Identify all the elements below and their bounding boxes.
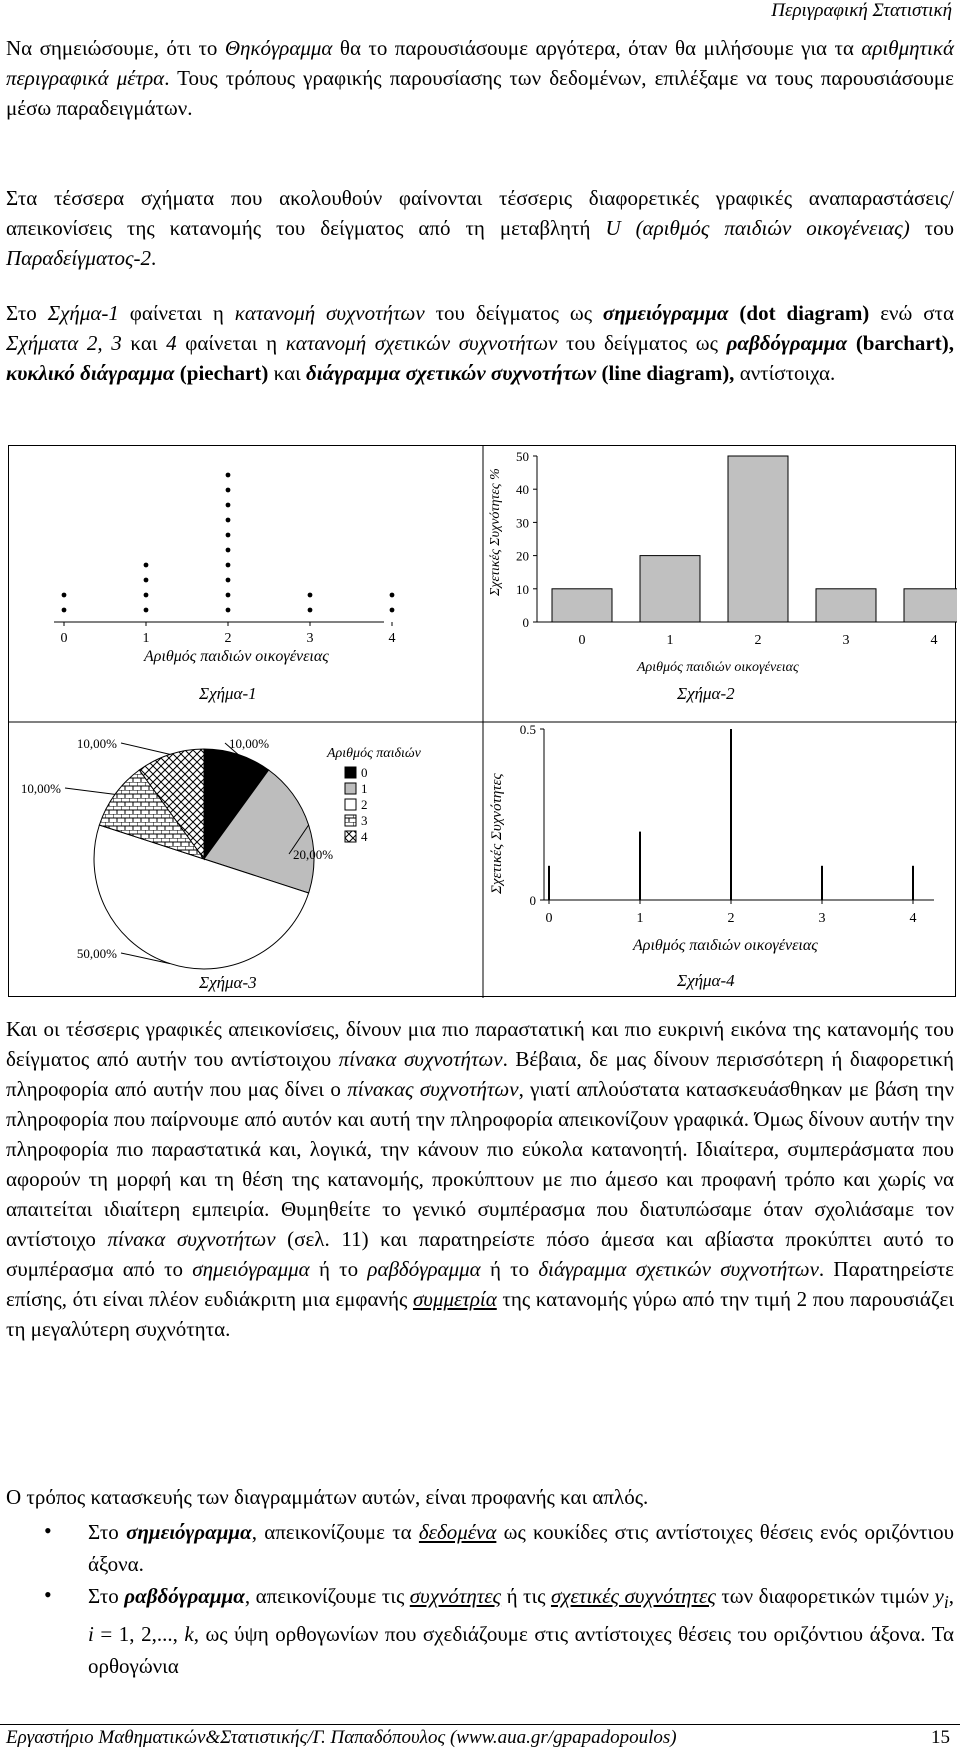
text: πίνακας συχνοτήτων <box>347 1077 519 1101</box>
text: Σχήματα 2, 3 <box>6 331 122 355</box>
dot-diagram-tick-label: 4 <box>388 631 396 646</box>
text: του δείγματος ως <box>424 301 603 325</box>
text: φαίνεται η <box>176 331 286 355</box>
dot-diagram-tick-label: 3 <box>306 631 314 646</box>
data-dot <box>226 518 231 523</box>
bar-chart-xlabel: Αριθμός παιδιών οικογένειας <box>637 660 799 675</box>
legend-swatch <box>345 799 356 810</box>
text: σημειόγραμμα <box>126 1520 252 1544</box>
figures-svg <box>9 446 957 998</box>
legend-label: 2 <box>361 797 368 812</box>
text: και <box>268 361 306 385</box>
line-diagram-ylabel: Σχετικές Συχνότητες <box>489 773 505 894</box>
data-dot <box>390 593 395 598</box>
text: του δείγματος ως <box>557 331 727 355</box>
text: πίνακα συχνοτήτων <box>338 1047 503 1071</box>
text: συχνότητες <box>409 1584 502 1608</box>
paragraph-figures-intro <box>6 183 954 273</box>
legend-swatch <box>345 831 356 842</box>
bar-chart-y-tick-label: 30 <box>516 515 529 531</box>
pie-slice-label: 50,00% <box>76 946 117 961</box>
text: Στο <box>88 1520 127 1544</box>
pie-slice-label: 10,00% <box>20 781 61 796</box>
bullet-icon: • <box>44 1518 52 1543</box>
data-dot <box>308 593 313 598</box>
text: Να σημειώσουμε, ότι το <box>6 36 225 60</box>
list-item <box>6 1580 954 1682</box>
text: , ως ύψη ορθογωνίων που σχεδιάζουμε στις αντίστοιχες θέσεις του οριζόντιου άξονα. Τα ορθογώνια <box>88 1622 954 1679</box>
data-dot <box>308 608 313 613</box>
bar-chart-y-tick-label: 50 <box>516 449 529 464</box>
text: (piechart) <box>174 361 269 385</box>
text: (dot diagram) <box>728 301 870 325</box>
text: ή τις <box>501 1584 551 1608</box>
text: Θηκόγραμμα <box>224 36 333 60</box>
bar-chart-y-tick-label: 40 <box>516 482 529 498</box>
text: θα το παρουσιάσουμε αργότερα, όταν θα μιλήσουμε για τα <box>332 36 862 60</box>
text: ή το <box>480 1257 539 1281</box>
legend-label: 4 <box>361 829 368 844</box>
paragraph-figures-description <box>6 298 954 388</box>
bar-chart <box>488 449 957 703</box>
text: ως κουκίδες στις αντίστοιχες θέσεις ενός οριζόντιου άξονα. <box>88 1520 954 1576</box>
caption-figure-4: Σχήμα-4 <box>677 971 735 990</box>
text: Στο <box>6 301 48 325</box>
bar <box>904 589 957 622</box>
text: , γιατί απλούστατα κατασκευάσθηκαν με βάση την πληροφορία που παίρνουμε από αυτόν και αυτή την πληροφορία απεικονίζουν γραφικά. Όμως δίνουν αυτήν την πληροφορία πιο παραστατικά και, λογικά, την κάνουν πιο εύκολα κατανοητή. Ιδιαίτερα, συμπεράσματα που αφορούν τη μορφή και τη θέση της κατανομής, προκύπτουν με πιο άμεσο και προφανή τρόπο και χωρίς να απαιτείται ιδιαίτερη εμπειρία. Θυμηθείτε το γενικό συμπέρασμα που διατυπώσαμε όταν σχολιάσαμε τον αντίστοιχο <box>6 1077 954 1251</box>
bar-chart-x-tick-label: 3 <box>842 633 850 648</box>
caption-figure-1: Σχήμα-1 <box>199 684 257 703</box>
text: Στο <box>88 1584 125 1608</box>
data-dot <box>144 608 149 613</box>
dot-diagram-tick-label: 1 <box>142 631 150 646</box>
text: , <box>948 1584 954 1608</box>
list-item <box>6 1516 954 1580</box>
line-diagram-x-tick-label: 2 <box>727 911 735 926</box>
bar <box>552 589 612 622</box>
caption-figure-3: Σχήμα-3 <box>199 973 257 992</box>
text: σημειόγραμμα <box>602 301 729 325</box>
dot-diagram-tick-label: 2 <box>224 631 232 646</box>
math: = 1, 2,..., <box>93 1622 185 1647</box>
text: δεδομένα <box>418 1520 497 1544</box>
dot-diagram-xlabel: Αριθμός παιδιών οικογένειας <box>144 648 329 665</box>
footer-credit: Εργαστήριο Μαθηματικών&Στατιστικής/Γ. Παπαδόπουλος (www.aua.gr/gpapadopoulos) <box>6 1727 677 1748</box>
text: πίνακα συχνοτήτων <box>107 1227 276 1251</box>
paragraph-discussion <box>6 1014 954 1344</box>
text: συμμετρία <box>412 1287 497 1311</box>
text: , απεικονίζουμε τα <box>251 1520 419 1544</box>
data-dot <box>226 548 231 553</box>
line-diagram-x-tick-label: 0 <box>545 911 553 926</box>
text: . Παρατηρείστε επίσης, ότι είναι πλέον ευδιάκριτη μια εμφανής <box>6 1257 955 1311</box>
text: φαίνεται η <box>118 301 235 325</box>
paragraph-construction: Ο τρόπος κατασκευής των διαγραμμάτων αυτών, είναι προφανής και απλός. <box>6 1485 649 1509</box>
data-dot <box>144 593 149 598</box>
line-diagram-y-tick-label: 0.5 <box>519 722 536 737</box>
data-dot <box>390 608 395 613</box>
text: σημειόγραμμα <box>192 1257 310 1281</box>
bar <box>816 589 876 622</box>
line-diagram-x-tick-label: 4 <box>909 911 917 926</box>
line-diagram <box>489 722 934 990</box>
page-footer <box>0 1724 960 1755</box>
text: (σελ. 11) και παρατηρείστε πόσο άμεσα και αβίαστα προκύπτει αυτό το συμπέρασμα από το <box>6 1227 955 1281</box>
text: αριθμητικά περιγραφικά μέτρα <box>6 36 954 90</box>
math: k <box>184 1622 194 1647</box>
math: y <box>934 1584 944 1608</box>
legend-swatch <box>345 783 356 794</box>
text: Σχήμα-1 <box>47 301 119 325</box>
bar-chart-x-tick-label: 4 <box>930 633 938 648</box>
data-dot <box>226 608 231 613</box>
pie-slice-label: 10,00% <box>229 736 270 751</box>
text: ή το <box>309 1257 368 1281</box>
data-dot <box>226 473 231 478</box>
bar-chart-y-tick-label: 0 <box>522 615 529 630</box>
text: αντίστοιχα. <box>734 361 836 385</box>
text: ενώ στα <box>869 301 954 325</box>
pie-label-leader <box>121 743 170 754</box>
figures-panel <box>8 445 956 997</box>
dot-diagram-tick-label: 0 <box>60 631 68 646</box>
bar-chart-x-tick-label: 2 <box>754 633 762 648</box>
text: της κατανομής γύρω από την τιμή 2 που παρουσιάζει τη μεγαλύτερη συχνότητα. <box>6 1287 955 1341</box>
data-dot <box>62 608 67 613</box>
text: . Τους τρόπους γραφικής παρουσίασης των δεδομένων, επιλέξαμε να τους παρουσιάσουμε μέσω παραδειγμάτων. <box>6 66 955 120</box>
text: ραβδόγραμμα <box>124 1584 245 1608</box>
caption-figure-2: Σχήμα-2 <box>677 684 735 703</box>
math: i <box>943 1592 949 1613</box>
data-dot <box>62 593 67 598</box>
text: και <box>121 331 167 355</box>
text: Και οι τέσσερις γραφικές απεικονίσεις, δίνουν μια πιο παραστατική και πιο ευκρινή εικόνα της κατανομής του δείγματος από αυτήν του αντίστοιχου <box>6 1017 954 1071</box>
text: διάγραμμα σχετικών συχνοτήτων <box>305 361 597 385</box>
line-diagram-x-tick-label: 3 <box>818 911 826 926</box>
line-diagram-x-tick-label: 1 <box>636 911 644 926</box>
pie-chart <box>21 736 422 992</box>
data-dot <box>226 488 231 493</box>
legend-label: 3 <box>361 813 368 828</box>
pie-legend-title: Αριθμός παιδιών <box>327 746 421 761</box>
paragraph-intro <box>6 33 954 123</box>
text: (line diagram), <box>596 361 735 385</box>
text: διάγραμμα σχετικών συχνοτήτων <box>538 1257 819 1281</box>
text: κατανομή σχετικών συχνοτήτων <box>285 331 558 355</box>
pie-slice-label: 20,00% <box>293 847 334 862</box>
bar <box>640 556 700 622</box>
dot-diagram <box>54 473 396 703</box>
line-diagram-y-tick-label: 0 <box>529 893 536 908</box>
data-dot <box>226 563 231 568</box>
math: i <box>88 1622 94 1647</box>
legend-swatch <box>345 767 356 778</box>
page-number: 15 <box>931 1727 950 1748</box>
bar-chart-y-tick-label: 10 <box>516 581 529 597</box>
construction-list <box>6 1516 954 1682</box>
text: του <box>909 216 955 240</box>
bar-chart-x-tick-label: 0 <box>578 633 586 648</box>
pie-label-leader <box>65 788 115 794</box>
legend-swatch <box>345 815 356 826</box>
bar-chart-ylabel: Σχετικές Συχνότητες % <box>488 468 503 596</box>
text: , απεικονίζουμε τις <box>244 1584 410 1608</box>
text: κατανομή συχνοτήτων <box>234 301 425 325</box>
text: 4 <box>166 331 177 355</box>
text: . Βέβαια, δε μας δίνουν περισσότερη ή διαφορετική πληροφορία από αυτήν που μας δίνει ο <box>6 1047 954 1101</box>
pie-slice-label: 10,00% <box>76 736 117 751</box>
legend-label: 0 <box>361 765 368 780</box>
bar <box>728 456 788 622</box>
text: . <box>151 246 157 270</box>
text: Στα τέσσερα σχήματα που ακολουθούν φαίνονται τέσσερις διαφορετικές γραφικές αναπαραστάσεις/απεικονίσεις της κατανομής του δείγματος από τη μεταβλητή <box>6 186 954 240</box>
text: Παραδείγματος-2 <box>6 246 152 270</box>
text: , <box>948 331 954 355</box>
bar-chart-x-tick-label: 1 <box>666 633 674 648</box>
data-dot <box>144 578 149 583</box>
text: κυκλικό διάγραμμα <box>6 361 175 385</box>
data-dot <box>226 503 231 508</box>
data-dot <box>226 533 231 538</box>
text: U (αριθμός παιδιών οικογένειας) <box>605 216 910 240</box>
text: ραβδόγραμμα <box>726 331 848 355</box>
data-dot <box>226 578 231 583</box>
bullet-icon: • <box>44 1582 52 1607</box>
text: (barchart) <box>847 331 949 355</box>
running-header: Περιγραφική Στατιστική <box>771 0 952 21</box>
text: σχετικές συχνότητες <box>550 1584 716 1608</box>
text: ραβδόγραμμα <box>367 1257 481 1281</box>
text: των διαφορετικών τιμών <box>715 1584 935 1608</box>
legend-label: 1 <box>361 781 368 796</box>
bar-chart-y-tick-label: 20 <box>516 548 529 564</box>
data-dot <box>226 593 231 598</box>
data-dot <box>144 563 149 568</box>
line-diagram-xlabel: Αριθμός παιδιών οικογένειας <box>633 937 818 954</box>
